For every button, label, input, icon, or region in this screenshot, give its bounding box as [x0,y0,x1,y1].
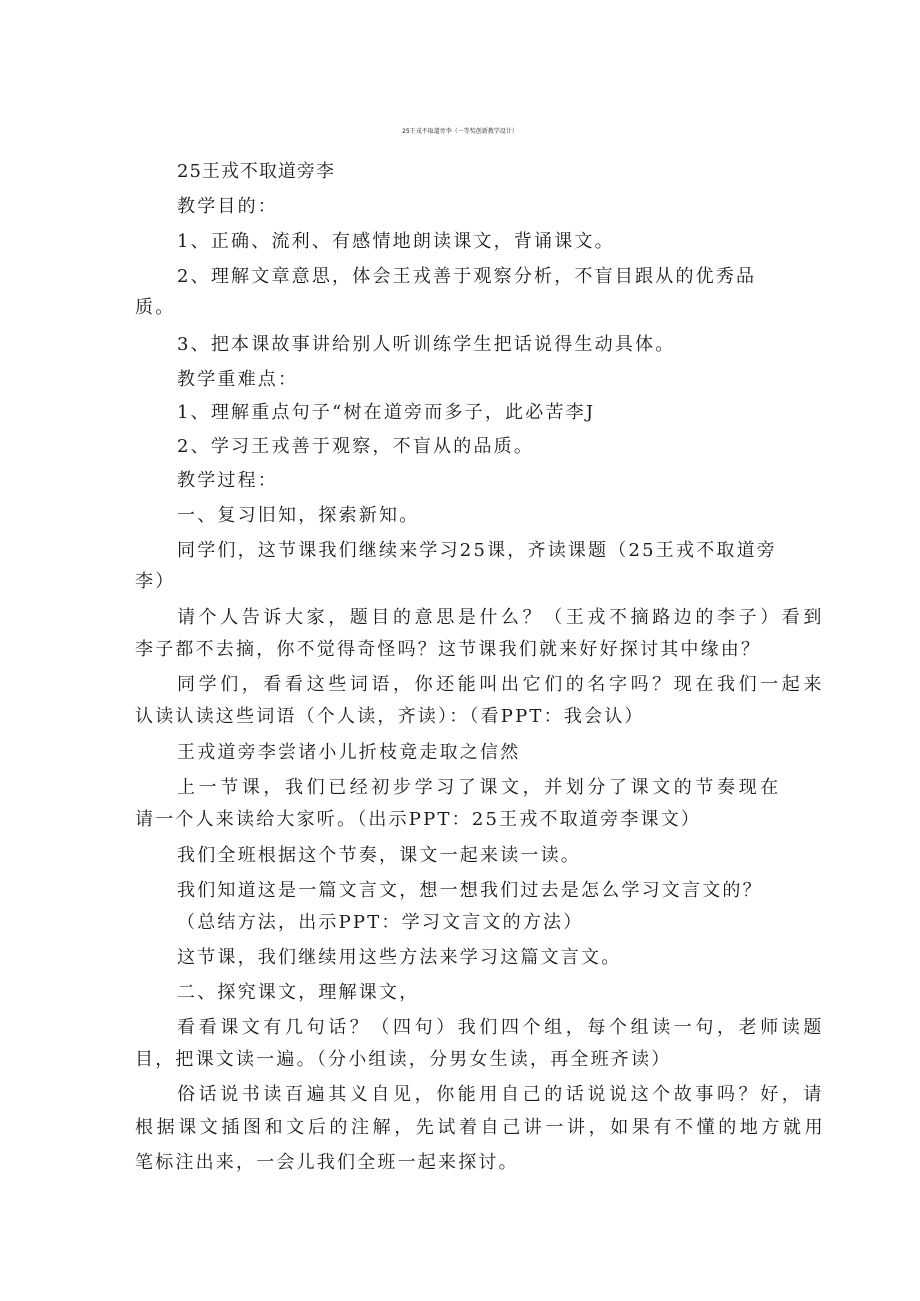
key-point-item-1: 1、理解重点句子“树在道旁而多子，此必苦李J [177,402,596,423]
section-heading-objectives: 教学目的： [177,196,278,217]
paragraph-line: 上一节课，我们已经初步学习了课文，并划分了课文的节奏现在 [177,777,782,798]
paragraph-line: 我们全班根据这个节奏，课文一起来读一读。 [177,845,581,866]
paragraph-line: 李） [135,571,176,592]
paragraph-line: 俗话说书读百遍其义自见，你能用自己的话说说这个故事吗？好，请 [177,1084,825,1105]
section-heading-key-points: 教学重难点： [177,369,299,390]
objective-item-2-continued: 质。 [135,297,176,318]
process-step-2-heading: 二、探究课文，理解课文， [177,982,420,1003]
paragraph-line: 笔标注出来，一会儿我们全班一起来探讨。 [135,1152,519,1173]
document-title: 25王戎不取道旁李（一等奖创新教学设计） [402,128,518,135]
paragraph-line: 请一个人来读给大家听。（出示PPT：25王戎不取道旁李课文） [135,809,702,830]
paragraph-line: 根据课文插图和文后的注解，先试着自己讲一讲，如果有不懂的地方就用 [135,1117,827,1138]
paragraph-line: 看看课文有几句话？（四句）我们四个组，每个组读一句，老师读题 [177,1017,825,1038]
objective-item-3: 3、把本课故事讲给别人听训练学生把话说得生动具体。 [177,334,676,355]
paragraph-line: （总结方法，出示PPT：学习文言文的方法） [177,912,584,933]
key-point-item-2: 2、学习王戎善于观察，不盲从的品质。 [177,436,535,457]
paragraph-line: 李子都不去摘，你不觉得奇怪吗？这节课我们就来好好探讨其中缘由？ [135,639,762,660]
vocabulary-words: 王戎道旁李尝诸小儿折枝竟走取之信然 [177,742,521,763]
paragraph-line: 我们知道这是一篇文言文，想一想我们过去是怎么学习文言文的？ [177,880,763,901]
lesson-heading: 25王戎不取道旁李 [177,161,335,182]
paragraph-line: 目，把课文读一遍。（分小组读，分男女生读，再全班齐读） [135,1049,672,1070]
paragraph-line: 同学们，这节课我们继续来学习25课，齐读课题（25王戎不取道旁 [177,540,778,561]
process-step-1-heading: 一、复习旧知，探索新知。 [177,505,420,526]
paragraph-line: 请个人告诉大家，题目的意思是什么？（王戎不摘路边的李子）看到 [177,607,825,628]
paragraph-line: 认读认读这些词语（个人读，齐读）：（看PPT：我会认） [135,706,645,727]
objective-item-2: 2、理解文章意思，体会王戎善于观察分析，不盲目跟从的优秀品 [177,266,757,287]
section-heading-process: 教学过程： [177,470,278,491]
paragraph-line: 这节课，我们继续用这些方法来学习这篇文言文。 [177,947,622,968]
paragraph-line: 同学们，看看这些词语，你还能叫出它们的名字吗？现在我们一起来 [177,674,825,695]
objective-item-1: 1、正确、流利、有感情地朗读课文，背诵课文。 [177,231,615,252]
